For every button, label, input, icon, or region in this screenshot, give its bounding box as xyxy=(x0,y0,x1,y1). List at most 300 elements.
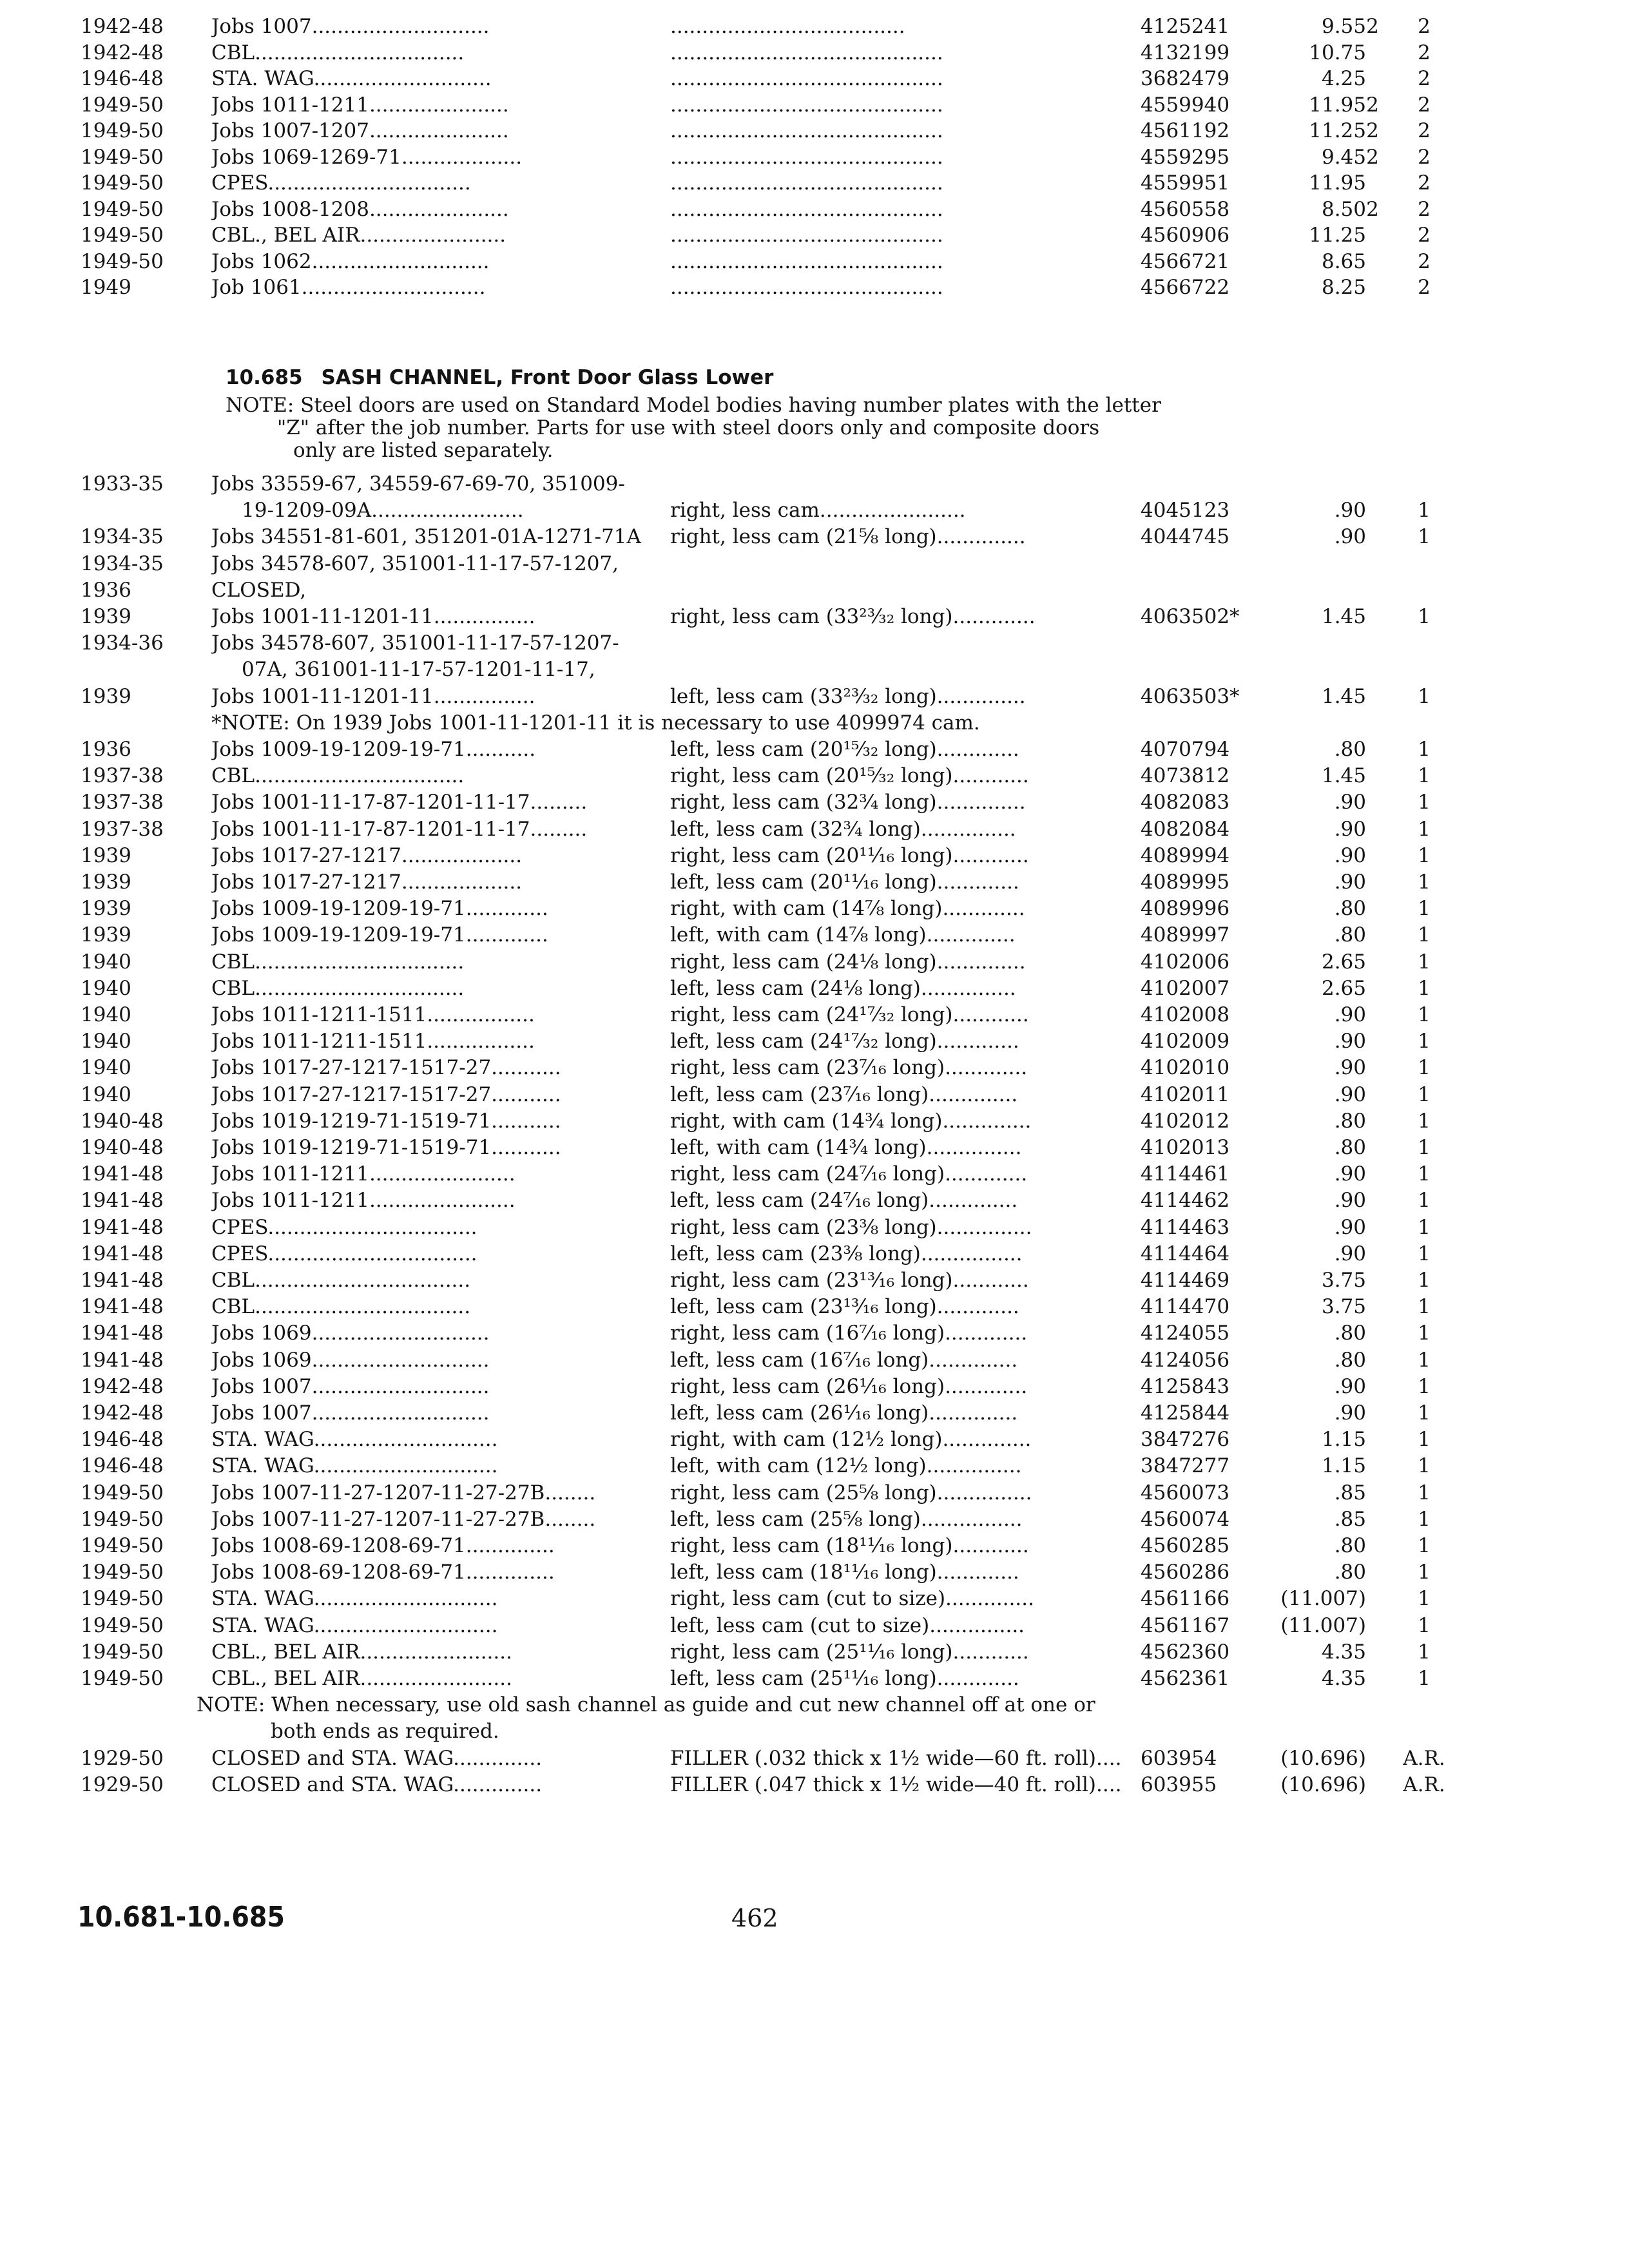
part-number-cell: 4045123 xyxy=(1141,499,1230,523)
price-cell: (10.696) xyxy=(1280,1773,1366,1796)
table-row xyxy=(0,1612,1629,1639)
table-row xyxy=(0,1373,1629,1400)
year-cell: 1940 xyxy=(81,1056,131,1080)
price-cell: .90 xyxy=(1334,1162,1366,1186)
description-cell: Jobs 1009-19-1209-19-71............. xyxy=(211,923,548,947)
part-number-cell: 4559940 xyxy=(1141,93,1230,117)
year-cell: 1940-48 xyxy=(81,1136,164,1159)
description-cell: Jobs 1008-69-1208-69-71.............. xyxy=(211,1534,555,1557)
part-number-cell: 4114470 xyxy=(1141,1295,1230,1319)
table-row xyxy=(0,1160,1629,1187)
price-cell: .90 xyxy=(1334,1401,1366,1425)
part-number-cell: 4073812 xyxy=(1141,764,1230,788)
description-cell: STA. WAG............................ xyxy=(211,67,492,90)
position-cell: FILLER (.032 thick x 1½ wide—60 ft. roll).... xyxy=(670,1746,1122,1770)
table-row xyxy=(0,222,1629,249)
qty-cell: 1 xyxy=(1418,1640,1431,1664)
part-number-cell: 4560073 xyxy=(1141,1481,1230,1504)
year-cell: 1949-50 xyxy=(81,1587,164,1611)
qty-cell: 1 xyxy=(1418,499,1431,523)
price-cell: .80 xyxy=(1334,1348,1366,1372)
price-cell: 2.65 xyxy=(1321,950,1366,974)
table-row xyxy=(0,1293,1629,1320)
page-number: 462 xyxy=(731,1904,778,1932)
price-cell: 1.45 xyxy=(1321,764,1366,788)
price-cell: .80 xyxy=(1334,1136,1366,1159)
description-cell: Jobs 33559-67, 34559-67-69-70, 351009- xyxy=(211,472,625,495)
price-cell: .85 xyxy=(1334,1481,1366,1504)
table-row xyxy=(0,1214,1629,1241)
table-row xyxy=(0,709,1629,736)
description-cell: Jobs 1008-1208...................... xyxy=(211,197,509,221)
part-number-cell: 4089996 xyxy=(1141,897,1230,921)
part-number-cell: 4561167 xyxy=(1141,1613,1230,1637)
description-cell: Jobs 1019-1219-71-1519-71........... xyxy=(211,1136,561,1159)
qty-cell: 1 xyxy=(1418,1189,1431,1213)
price-cell: .80 xyxy=(1334,1109,1366,1133)
price-cell: 8.50 xyxy=(1321,197,1366,221)
price-cell: .90 xyxy=(1334,1189,1366,1213)
year-cell: 1929-50 xyxy=(81,1773,164,1796)
position-cell: left, less cam (24¹⁷⁄₃₂ long)............. xyxy=(670,1030,1019,1053)
table-row xyxy=(0,1028,1629,1055)
price-cell: .90 xyxy=(1334,1374,1366,1398)
part-number-cell: 4114463 xyxy=(1141,1215,1230,1239)
description-cell: CBL., BEL AIR....................... xyxy=(211,224,506,247)
table-row xyxy=(0,1054,1629,1081)
year-cell: 1934-35 xyxy=(81,525,164,549)
leader-cell: ........................................... xyxy=(670,119,943,142)
position-cell: left, less cam (23¹³⁄₁₆ long)............. xyxy=(670,1295,1019,1319)
leader-cell: ........................................... xyxy=(670,171,943,195)
part-number-cell: 3847277 xyxy=(1141,1454,1230,1478)
year-cell: 1949-50 xyxy=(81,1507,164,1531)
qty-cell: 1 xyxy=(1418,870,1431,894)
position-cell: left, less cam (cut to size)............... xyxy=(670,1613,1025,1637)
qty-cell: 1 xyxy=(1418,1507,1431,1531)
price-cell: 11.95 xyxy=(1309,171,1366,195)
description-cell: Jobs 1017-27-1217................... xyxy=(211,843,523,867)
price-cell: 3.75 xyxy=(1321,1295,1366,1319)
description-cell: CBL.................................. xyxy=(211,1269,471,1292)
part-number-cell: 4559295 xyxy=(1141,145,1230,169)
leader-cell: ..................................... xyxy=(670,15,905,38)
price-cell: 2.65 xyxy=(1321,976,1366,1000)
description-cell: Jobs 1011-1211-1511................. xyxy=(211,1003,535,1026)
part-number-cell: 4560074 xyxy=(1141,1507,1230,1531)
table-row xyxy=(0,1718,1629,1745)
description-cell: Jobs 1001-11-1201-11................ xyxy=(211,605,535,628)
part-number-cell: 4102007 xyxy=(1141,976,1230,1000)
description-cell: CBL.................................. xyxy=(211,1295,471,1319)
position-cell: left, less cam (26¹⁄₁₆ long).............. xyxy=(670,1401,1018,1425)
position-cell: right, less cam (21⅝ long).............. xyxy=(670,525,1026,549)
year-cell: 1949-50 xyxy=(81,1667,164,1690)
description-cell: Jobs 1017-27-1217-1517-27........... xyxy=(211,1056,561,1080)
position-cell: right, with cam (12½ long).............. xyxy=(670,1428,1032,1452)
description-cell: Jobs 1001-11-17-87-1201-11-17......... xyxy=(211,817,588,841)
part-number-cell: 4124055 xyxy=(1141,1321,1230,1345)
table-row xyxy=(0,975,1629,1002)
description-cell: Jobs 1011-1211...................... xyxy=(211,93,509,117)
part-number-cell: 4089995 xyxy=(1141,870,1230,894)
table-row xyxy=(0,1426,1629,1453)
price-cell: .90 xyxy=(1334,817,1366,841)
part-number-cell: 3682479 xyxy=(1141,67,1230,90)
part-number-cell: 4102012 xyxy=(1141,1109,1230,1133)
part-number-cell: 603954 xyxy=(1141,1746,1217,1770)
table-row xyxy=(0,1745,1629,1772)
qty-cell: 1 xyxy=(1418,764,1431,788)
table-row xyxy=(0,248,1629,275)
description-cell: Job 1061............................. xyxy=(211,276,486,299)
table-row xyxy=(0,1639,1629,1666)
qty-cell: 1 xyxy=(1418,1030,1431,1053)
table-row xyxy=(0,1479,1629,1506)
year-cell: 1949-50 xyxy=(81,1561,164,1584)
table-row xyxy=(0,1267,1629,1294)
description-cell: Jobs 34578-607, 351001-11-17-57-1207- xyxy=(211,631,619,655)
qty-cell: 1 xyxy=(1418,817,1431,841)
description-cell: *NOTE: On 1939 Jobs 1001-11-1201-11 it is necessary to use 4099974 cam. xyxy=(211,711,980,735)
table-row xyxy=(0,789,1629,816)
part-number-cell: 4102011 xyxy=(1141,1082,1230,1106)
position-cell: right, less cam (23¹³⁄₁₆ long)............ xyxy=(670,1269,1029,1292)
part-number-cell: 4063502* xyxy=(1141,605,1240,628)
table-row xyxy=(0,523,1629,550)
description-cell: Jobs 1019-1219-71-1519-71........... xyxy=(211,1109,561,1133)
qty-a-cell: 2 xyxy=(1366,145,1379,169)
part-number-cell: 4102008 xyxy=(1141,1003,1230,1026)
part-number-cell: 4114462 xyxy=(1141,1189,1230,1213)
description-cell: CLOSED and STA. WAG.............. xyxy=(211,1746,543,1770)
part-number-cell: 4102013 xyxy=(1141,1136,1230,1159)
year-cell: 1937-38 xyxy=(81,817,164,841)
position-cell: left, less cam (23⁷⁄₁₆ long).............. xyxy=(670,1082,1018,1106)
part-number-cell: 4566722 xyxy=(1141,276,1230,299)
position-cell: left, with cam (14⅞ long).............. xyxy=(670,923,1016,947)
position-cell: right, less cam (32¾ long).............. xyxy=(670,791,1026,814)
qty-cell: A.R. xyxy=(1403,1773,1445,1796)
part-number-cell: 4566721 xyxy=(1141,249,1230,273)
description-cell: Jobs 1001-11-1201-11................ xyxy=(211,684,535,708)
description-cell: Jobs 1011-1211-1511................. xyxy=(211,1030,535,1053)
price-cell: 8.25 xyxy=(1321,276,1366,299)
table-row xyxy=(0,736,1629,763)
price-cell: .80 xyxy=(1334,1321,1366,1345)
part-number-cell: 4102010 xyxy=(1141,1056,1230,1080)
table-row xyxy=(0,1347,1629,1374)
table-row xyxy=(0,117,1629,144)
table-row xyxy=(0,1001,1629,1028)
price-cell: .80 xyxy=(1334,1534,1366,1557)
section-note-line-2: "Z" after the job number. Parts for use with steel doors only and composite doors xyxy=(277,416,1100,439)
leader-cell: ........................................... xyxy=(670,93,943,117)
part-number-cell: 4560286 xyxy=(1141,1561,1230,1584)
price-cell: 1.15 xyxy=(1321,1454,1366,1478)
part-number-cell: 4102006 xyxy=(1141,950,1230,974)
position-cell: right, less cam (25¹¹⁄₁₆ long)............ xyxy=(670,1640,1029,1664)
price-cell: (11.007) xyxy=(1280,1587,1366,1611)
description-cell: Jobs 1007-11-27-1207-11-27-27B........ xyxy=(211,1507,596,1531)
qty-cell: 2 xyxy=(1418,276,1431,299)
part-number-cell: 4132199 xyxy=(1141,41,1230,64)
position-cell: right, less cam (cut to size).............. xyxy=(670,1587,1034,1611)
part-number-cell: 4559951 xyxy=(1141,171,1230,195)
description-cell: Jobs 1009-19-1209-19-71............. xyxy=(211,897,548,921)
qty-cell: 1 xyxy=(1418,950,1431,974)
position-cell: right, with cam (14¾ long).............. xyxy=(670,1109,1032,1133)
year-cell: 1949-50 xyxy=(81,119,164,142)
leader-cell: ........................................... xyxy=(670,249,943,273)
year-cell: 1949-50 xyxy=(81,171,164,195)
qty-cell: 1 xyxy=(1418,1374,1431,1398)
qty-cell: 1 xyxy=(1418,1242,1431,1265)
position-cell: left, with cam (14¾ long)............... xyxy=(670,1136,1022,1159)
description-cell: 19-1209-09A........................ xyxy=(242,499,524,523)
price-cell: 8.65 xyxy=(1321,249,1366,273)
description-cell: CLOSED and STA. WAG.............. xyxy=(211,1773,543,1796)
position-cell: left, less cam (32¾ long)............... xyxy=(670,817,1016,841)
description-cell: CBL................................. xyxy=(211,764,465,788)
description-cell: Jobs 1008-69-1208-69-71.............. xyxy=(211,1561,555,1584)
year-cell: 1942-48 xyxy=(81,1401,164,1425)
position-cell: left, less cam (33²³⁄₃₂ long).............. xyxy=(670,684,1026,708)
leader-cell: ........................................... xyxy=(670,67,943,90)
part-number-cell: 4561192 xyxy=(1141,119,1230,142)
table-row xyxy=(0,1506,1629,1533)
qty-cell: 1 xyxy=(1418,791,1431,814)
part-number-cell: 4063503* xyxy=(1141,684,1240,708)
year-cell: 1949-50 xyxy=(81,197,164,221)
position-cell: left, less cam (25¹¹⁄₁₆ long)............. xyxy=(670,1667,1019,1690)
year-cell: 1941-48 xyxy=(81,1215,164,1239)
price-cell: 11.25 xyxy=(1309,119,1366,142)
table-row xyxy=(0,629,1629,657)
qty-cell: 1 xyxy=(1418,605,1431,628)
part-number-cell: 4125843 xyxy=(1141,1374,1230,1398)
footer-section-range: 10.681-10.685 xyxy=(77,1901,285,1934)
section-note-line-3: only are listed separately. xyxy=(293,439,554,462)
table-row xyxy=(0,39,1629,66)
leader-cell: ........................................... xyxy=(670,197,943,221)
leader-cell: ........................................... xyxy=(670,41,943,64)
year-cell: 1949-50 xyxy=(81,249,164,273)
price-cell: 10.75 xyxy=(1309,41,1366,64)
qty-cell: 1 xyxy=(1418,923,1431,947)
position-cell: right, with cam (14⅞ long)............. xyxy=(670,897,1025,921)
qty-cell: 1 xyxy=(1418,525,1431,549)
year-cell: 1941-48 xyxy=(81,1321,164,1345)
table-row xyxy=(0,1559,1629,1586)
price-cell: 4.35 xyxy=(1321,1667,1366,1690)
description-cell: Jobs 1017-27-1217-1517-27........... xyxy=(211,1082,561,1106)
part-number-cell: 4114469 xyxy=(1141,1269,1230,1292)
description-cell: Jobs 1007............................ xyxy=(211,1374,490,1398)
position-cell: left, less cam (24⁷⁄₁₆ long).............. xyxy=(670,1189,1018,1213)
price-cell: 11.95 xyxy=(1309,93,1366,117)
price-cell: .90 xyxy=(1334,870,1366,894)
qty-cell: 1 xyxy=(1418,1561,1431,1584)
price-cell: .90 xyxy=(1334,1003,1366,1026)
qty-cell: 2 xyxy=(1418,224,1431,247)
qty-cell: 1 xyxy=(1418,1348,1431,1372)
part-number-cell: 4082083 xyxy=(1141,791,1230,814)
description-cell: Jobs 1011-1211....................... xyxy=(211,1189,516,1213)
price-cell: .85 xyxy=(1334,1507,1366,1531)
position-cell: left, less cam (16⁷⁄₁₆ long).............. xyxy=(670,1348,1018,1372)
price-cell: .90 xyxy=(1334,1242,1366,1265)
price-cell: .80 xyxy=(1334,738,1366,761)
table-row xyxy=(0,603,1629,630)
price-cell: .90 xyxy=(1334,843,1366,867)
description-cell: NOTE: When necessary, use old sash channel as guide and cut new channel off at one or xyxy=(197,1693,1095,1717)
position-cell: right, less cam (25⅝ long)............... xyxy=(670,1481,1032,1504)
part-number-cell: 4102009 xyxy=(1141,1030,1230,1053)
description-cell: Jobs 1017-27-1217................... xyxy=(211,870,523,894)
price-cell: .90 xyxy=(1334,1215,1366,1239)
year-cell: 1939 xyxy=(81,870,131,894)
section-title: SASH CHANNEL, Front Door Glass Lower xyxy=(321,366,774,389)
table-row xyxy=(0,91,1629,119)
part-number-cell: 4561166 xyxy=(1141,1587,1230,1611)
price-cell: 11.25 xyxy=(1309,224,1366,247)
price-cell: .90 xyxy=(1334,499,1366,523)
year-cell: 1940 xyxy=(81,976,131,1000)
table-row xyxy=(0,683,1629,710)
description-cell: Jobs 1007-11-27-1207-11-27-27B........ xyxy=(211,1481,596,1504)
price-cell: 1.45 xyxy=(1321,684,1366,708)
year-cell: 1941-48 xyxy=(81,1242,164,1265)
qty-a-cell: 2 xyxy=(1366,15,1379,38)
description-cell: CBL., BEL AIR........................ xyxy=(211,1640,512,1664)
table-row xyxy=(0,1691,1629,1718)
section-note-line-1: NOTE: Steel doors are used on Standard Model bodies having number plates with the letter xyxy=(226,394,1161,417)
table-row xyxy=(0,274,1629,301)
description-cell: Jobs 1062............................ xyxy=(211,249,490,273)
price-cell: .90 xyxy=(1334,1082,1366,1106)
year-cell: 1940 xyxy=(81,950,131,974)
position-cell: right, less cam (23⅜ long)............... xyxy=(670,1215,1032,1239)
part-number-cell: 4070794 xyxy=(1141,738,1230,761)
description-cell: STA. WAG............................. xyxy=(211,1428,498,1452)
description-cell: STA. WAG............................. xyxy=(211,1587,498,1611)
year-cell: 1941-48 xyxy=(81,1162,164,1186)
year-cell: 1941-48 xyxy=(81,1295,164,1319)
qty-cell: 1 xyxy=(1418,897,1431,921)
year-cell: 1942-48 xyxy=(81,15,164,38)
price-cell: (10.696) xyxy=(1280,1746,1366,1770)
qty-cell: 2 xyxy=(1418,171,1431,195)
year-cell: 1942-48 xyxy=(81,41,164,64)
part-number-cell: 4562361 xyxy=(1141,1667,1230,1690)
qty-cell: 1 xyxy=(1418,843,1431,867)
qty-cell: 2 xyxy=(1418,93,1431,117)
part-number-cell: 603955 xyxy=(1141,1773,1217,1796)
table-row xyxy=(0,1399,1629,1427)
position-cell: right, less cam (24¹⁷⁄₃₂ long)............ xyxy=(670,1003,1029,1026)
year-cell: 1949-50 xyxy=(81,93,164,117)
qty-cell: 1 xyxy=(1418,1136,1431,1159)
description-cell: CBL................................. xyxy=(211,976,465,1000)
description-cell: Jobs 1001-11-17-87-1201-11-17......... xyxy=(211,791,588,814)
position-cell: right, less cam (16⁷⁄₁₆ long)............. xyxy=(670,1321,1028,1345)
qty-a-cell: 2 xyxy=(1366,93,1379,117)
table-row xyxy=(0,1320,1629,1347)
leader-cell: ........................................... xyxy=(670,145,943,169)
table-row xyxy=(0,1240,1629,1267)
description-cell: STA. WAG............................. xyxy=(211,1454,498,1478)
qty-cell: 2 xyxy=(1418,15,1431,38)
qty-cell: 2 xyxy=(1418,41,1431,64)
qty-cell: 1 xyxy=(1418,1109,1431,1133)
year-cell: 1939 xyxy=(81,897,131,921)
qty-cell: 1 xyxy=(1418,1269,1431,1292)
table-row xyxy=(0,1771,1629,1798)
year-cell: 1949 xyxy=(81,276,131,299)
description-cell: CPES................................. xyxy=(211,1242,477,1265)
qty-cell: 1 xyxy=(1418,738,1431,761)
position-cell: right, less cam (18¹¹⁄₁₆ long)............ xyxy=(670,1534,1029,1557)
qty-cell: 1 xyxy=(1418,1215,1431,1239)
table-row xyxy=(0,144,1629,171)
description-cell: Jobs 1069............................ xyxy=(211,1321,490,1345)
part-number-cell: 4124056 xyxy=(1141,1348,1230,1372)
position-cell: right, less cam (33²³⁄₃₂ long)............. xyxy=(670,605,1036,628)
qty-cell: 1 xyxy=(1418,1401,1431,1425)
price-cell: 1.15 xyxy=(1321,1428,1366,1452)
year-cell: 1933-35 xyxy=(81,472,164,495)
part-number-cell: 4125241 xyxy=(1141,15,1230,38)
year-cell: 1949-50 xyxy=(81,1613,164,1637)
part-number-cell: 4560906 xyxy=(1141,224,1230,247)
table-row xyxy=(0,656,1629,683)
year-cell: 1934-35 xyxy=(81,552,164,575)
price-cell: 4.35 xyxy=(1321,1640,1366,1664)
qty-cell: 2 xyxy=(1418,197,1431,221)
position-cell: right, less cam (26¹⁄₁₆ long)............. xyxy=(670,1374,1028,1398)
qty-cell: 1 xyxy=(1418,684,1431,708)
price-cell: 3.75 xyxy=(1321,1269,1366,1292)
year-cell: 1946-48 xyxy=(81,1428,164,1452)
year-cell: 1939 xyxy=(81,684,131,708)
year-cell: 1937-38 xyxy=(81,791,164,814)
price-cell: .80 xyxy=(1334,897,1366,921)
description-cell: both ends as required. xyxy=(271,1720,499,1744)
table-row xyxy=(0,550,1629,577)
year-cell: 1941-48 xyxy=(81,1189,164,1213)
year-cell: 1941-48 xyxy=(81,1269,164,1292)
year-cell: 1940 xyxy=(81,1082,131,1106)
description-cell: CBL................................. xyxy=(211,41,465,64)
table-row xyxy=(0,196,1629,223)
qty-cell: 2 xyxy=(1418,249,1431,273)
position-cell: right, less cam (24⁷⁄₁₆ long)............. xyxy=(670,1162,1028,1186)
qty-cell: 1 xyxy=(1418,1454,1431,1478)
table-row xyxy=(0,1187,1629,1214)
position-cell: left, less cam (23⅜ long)................ xyxy=(670,1242,1023,1265)
description-cell: CPES................................. xyxy=(211,1215,477,1239)
table-row xyxy=(0,169,1629,197)
position-cell: FILLER (.047 thick x 1½ wide—40 ft. roll).... xyxy=(670,1773,1122,1796)
part-number-cell: 4114464 xyxy=(1141,1242,1230,1265)
part-number-cell: 4560558 xyxy=(1141,197,1230,221)
year-cell: 1942-48 xyxy=(81,1374,164,1398)
description-cell: Jobs 1007............................ xyxy=(211,1401,490,1425)
part-number-cell: 4562360 xyxy=(1141,1640,1230,1664)
description-cell: Jobs 34551-81-601, 351201-01A-1271-71A xyxy=(211,525,641,549)
part-number-cell: 4125844 xyxy=(1141,1401,1230,1425)
